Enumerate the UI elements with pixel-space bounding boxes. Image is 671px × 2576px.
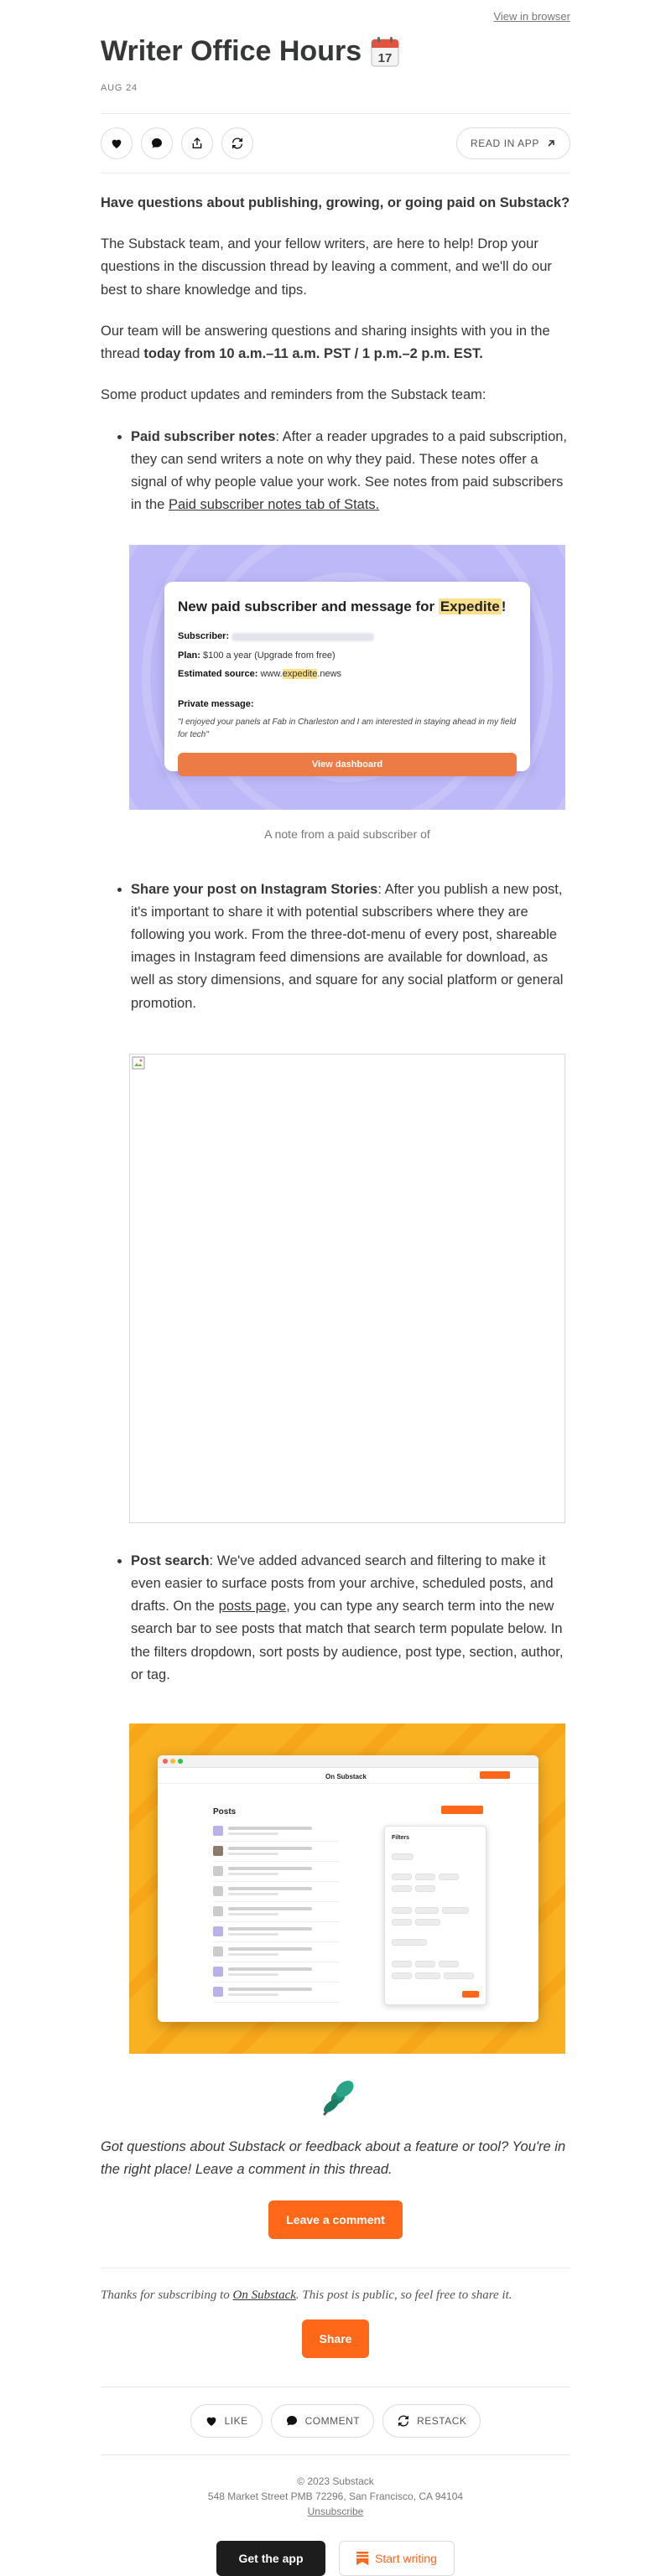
- publication-name-highlight: Expedite: [440, 599, 500, 615]
- table-row: [213, 1863, 339, 1882]
- notification-heading-suffix: !: [501, 599, 507, 615]
- source-prefix: www.: [260, 668, 283, 679]
- notification-heading: [178, 595, 517, 619]
- filters-label: Filters: [392, 1835, 410, 1842]
- plan-value: $100 a year (Upgrade from free): [202, 650, 336, 661]
- get-the-app-button[interactable]: Get the app: [216, 2541, 325, 2576]
- footer-legal: [101, 2474, 570, 2519]
- filters-dropdown: [384, 1826, 486, 2005]
- plan-label: Plan:: [178, 650, 200, 661]
- svg-text:17: 17: [377, 50, 393, 65]
- update-title: Share your post on Instagram Stories: [131, 881, 378, 897]
- share-button[interactable]: [181, 127, 213, 159]
- image-caption: A note from a paid subscriber of: [264, 827, 430, 842]
- footer-restack-button[interactable]: [382, 2404, 481, 2438]
- list-item: [131, 426, 570, 517]
- like-button[interactable]: [101, 127, 133, 159]
- email-content: [101, 0, 570, 2576]
- table-row: [213, 1923, 339, 1942]
- intro-p2-text: Our team will be answering questions and sharing insights with you in the thread: [101, 323, 550, 362]
- post-action-bar: [101, 113, 570, 174]
- view-in-browser-link[interactable]: View in browser: [493, 10, 570, 23]
- plan-row: [178, 648, 517, 663]
- update-title: Paid subscriber notes: [131, 428, 276, 444]
- updates-list: [101, 426, 570, 517]
- restack-button[interactable]: [221, 127, 253, 159]
- share-post-button[interactable]: Share: [302, 2319, 369, 2358]
- list-item: [131, 879, 570, 1015]
- footer-actions: [101, 2404, 570, 2438]
- unsubscribe-link[interactable]: Unsubscribe: [307, 2505, 364, 2517]
- update-text: : After a reader upgrades to a paid subscription, they can send writers a note on why they paid. These notes offer a signal of why people value your work. See notes from paid subscribers in the: [131, 428, 568, 513]
- closing-question: Got questions about Substack or feedback about a feature or tool? You're in the right place! Leave a comment in this thread.: [101, 2139, 566, 2178]
- footer-app-buttons: [101, 2541, 570, 2576]
- update-title: Post search: [131, 1552, 210, 1568]
- table-row: [213, 1843, 339, 1862]
- source-suffix: .news: [317, 668, 342, 679]
- divider: [101, 2454, 570, 2455]
- posts-page-link[interactable]: posts page: [218, 1599, 287, 1615]
- start-writing-label: Start writing: [375, 2551, 437, 2565]
- subscriber-label: Subscriber:: [178, 631, 230, 642]
- post-body: [101, 192, 570, 2182]
- thanks-text: Thanks for subscribing to: [101, 2288, 233, 2302]
- notification-card: [164, 582, 530, 771]
- source-label: Estimated source:: [178, 668, 258, 679]
- copyright-text: © 2023 Substack: [297, 2475, 374, 2487]
- notification-heading-text: New paid subscriber and message for: [178, 599, 439, 615]
- browser-bar: [158, 1755, 538, 1768]
- table-row: [213, 1903, 339, 1922]
- screenshot-window: [158, 1755, 538, 2022]
- arrow-up-right-icon: [546, 138, 556, 148]
- private-message: "I enjoyed your panels at Fab in Charleston and I am interested in staying ahead in my field for tech": [178, 718, 517, 739]
- comment-icon: [285, 2414, 299, 2428]
- source-highlight: expedite: [282, 668, 318, 679]
- share-icon: [190, 137, 204, 150]
- publication-link[interactable]: On Substack: [232, 2288, 296, 2302]
- footer-like-button[interactable]: [190, 2404, 263, 2438]
- view-dashboard-button: View dashboard: [178, 753, 517, 776]
- intro-lead: Have questions about publishing, growing, or going paid on Substack?: [101, 195, 570, 210]
- substack-logo-icon: [356, 2552, 368, 2565]
- source-row: [178, 666, 517, 682]
- restack-icon: [231, 137, 244, 150]
- paid-subscriber-notes-link[interactable]: Paid subscriber notes tab of Stats.: [168, 497, 380, 513]
- table-row: [213, 1883, 339, 1902]
- post-date: AUG 24: [101, 83, 138, 93]
- list-item: [131, 1550, 570, 1687]
- app-title: On Substack: [325, 1773, 367, 1781]
- table-row: [213, 1822, 339, 1842]
- post-title: [101, 0, 570, 68]
- restack-label: RESTACK: [417, 2414, 467, 2427]
- intro-paragraph-2: [101, 320, 570, 365]
- heart-icon: [205, 2414, 218, 2428]
- thanks-text-suffix: . This post is public, so feel free to share it.: [295, 2288, 512, 2302]
- blurred-email: [231, 633, 374, 641]
- restack-icon: [397, 2414, 410, 2428]
- table-row: [213, 1943, 339, 1962]
- subscriber-row: [178, 629, 517, 644]
- table-row: [213, 1983, 339, 2003]
- table-row: [213, 1963, 339, 1983]
- comment-icon: [150, 137, 164, 150]
- comment-label: COMMENT: [304, 2414, 361, 2427]
- instagram-stories-image: [129, 1054, 565, 1523]
- intro-p2-bold: today from 10 a.m.–11 a.m. PST / 1 p.m.–2 p.m. EST.: [143, 346, 483, 362]
- private-message-label: Private message:: [178, 698, 254, 709]
- read-in-app-button[interactable]: [456, 127, 570, 159]
- heart-icon: [110, 137, 123, 150]
- update-text: : After you publish a new post, it's important to share it with potential subscribers where they are following you work. From the three-dot-menu of every post, shareable images in Instagram feed dimensions are available for download, as well as story dimensions, and square for any social platform or general promotion.: [131, 881, 564, 1011]
- updates-list: [101, 879, 570, 1015]
- pushpin-icon: [313, 2072, 358, 2122]
- updates-list: [101, 1550, 570, 1687]
- posts-heading: Posts: [213, 1807, 237, 1817]
- app-nav: [158, 1768, 538, 1784]
- like-label: LIKE: [224, 2414, 248, 2427]
- intro-paragraph-1: The Substack team, and your fellow writers, are here to help! Drop your questions in the discussion thread by leaving a comment, and we'll do our best to share knowledge and tips.: [101, 236, 552, 298]
- thanks-note: [101, 2288, 570, 2303]
- post-search-image: [129, 1723, 565, 2054]
- footer-comment-button[interactable]: [271, 2404, 375, 2438]
- start-writing-button[interactable]: [339, 2541, 455, 2576]
- leave-a-comment-button[interactable]: Leave a comment: [268, 2200, 403, 2239]
- intro-paragraph-3: Some product updates and reminders from the Substack team:: [101, 387, 486, 403]
- comment-button[interactable]: [141, 127, 173, 159]
- paid-subscriber-note-image: [129, 545, 565, 810]
- broken-image-icon: [132, 1056, 145, 1070]
- address-text: 548 Market Street PMB 72296, San Francisco, CA 94104: [207, 2490, 464, 2502]
- update-text: , you can type any search term into the new search bar to see posts that match that search term populate below. In the filters dropdown, sort posts by audience, post type, section, author, or tag.: [131, 1599, 564, 1682]
- calendar-icon: [370, 36, 400, 68]
- update-text: : We've added advanced search and filtering to make it even easier to surface posts from your archive, scheduled posts, and drafts. On the: [131, 1552, 554, 1615]
- read-in-app-label: READ IN APP: [471, 137, 539, 149]
- post-title-text: Writer Office Hours: [101, 35, 362, 67]
